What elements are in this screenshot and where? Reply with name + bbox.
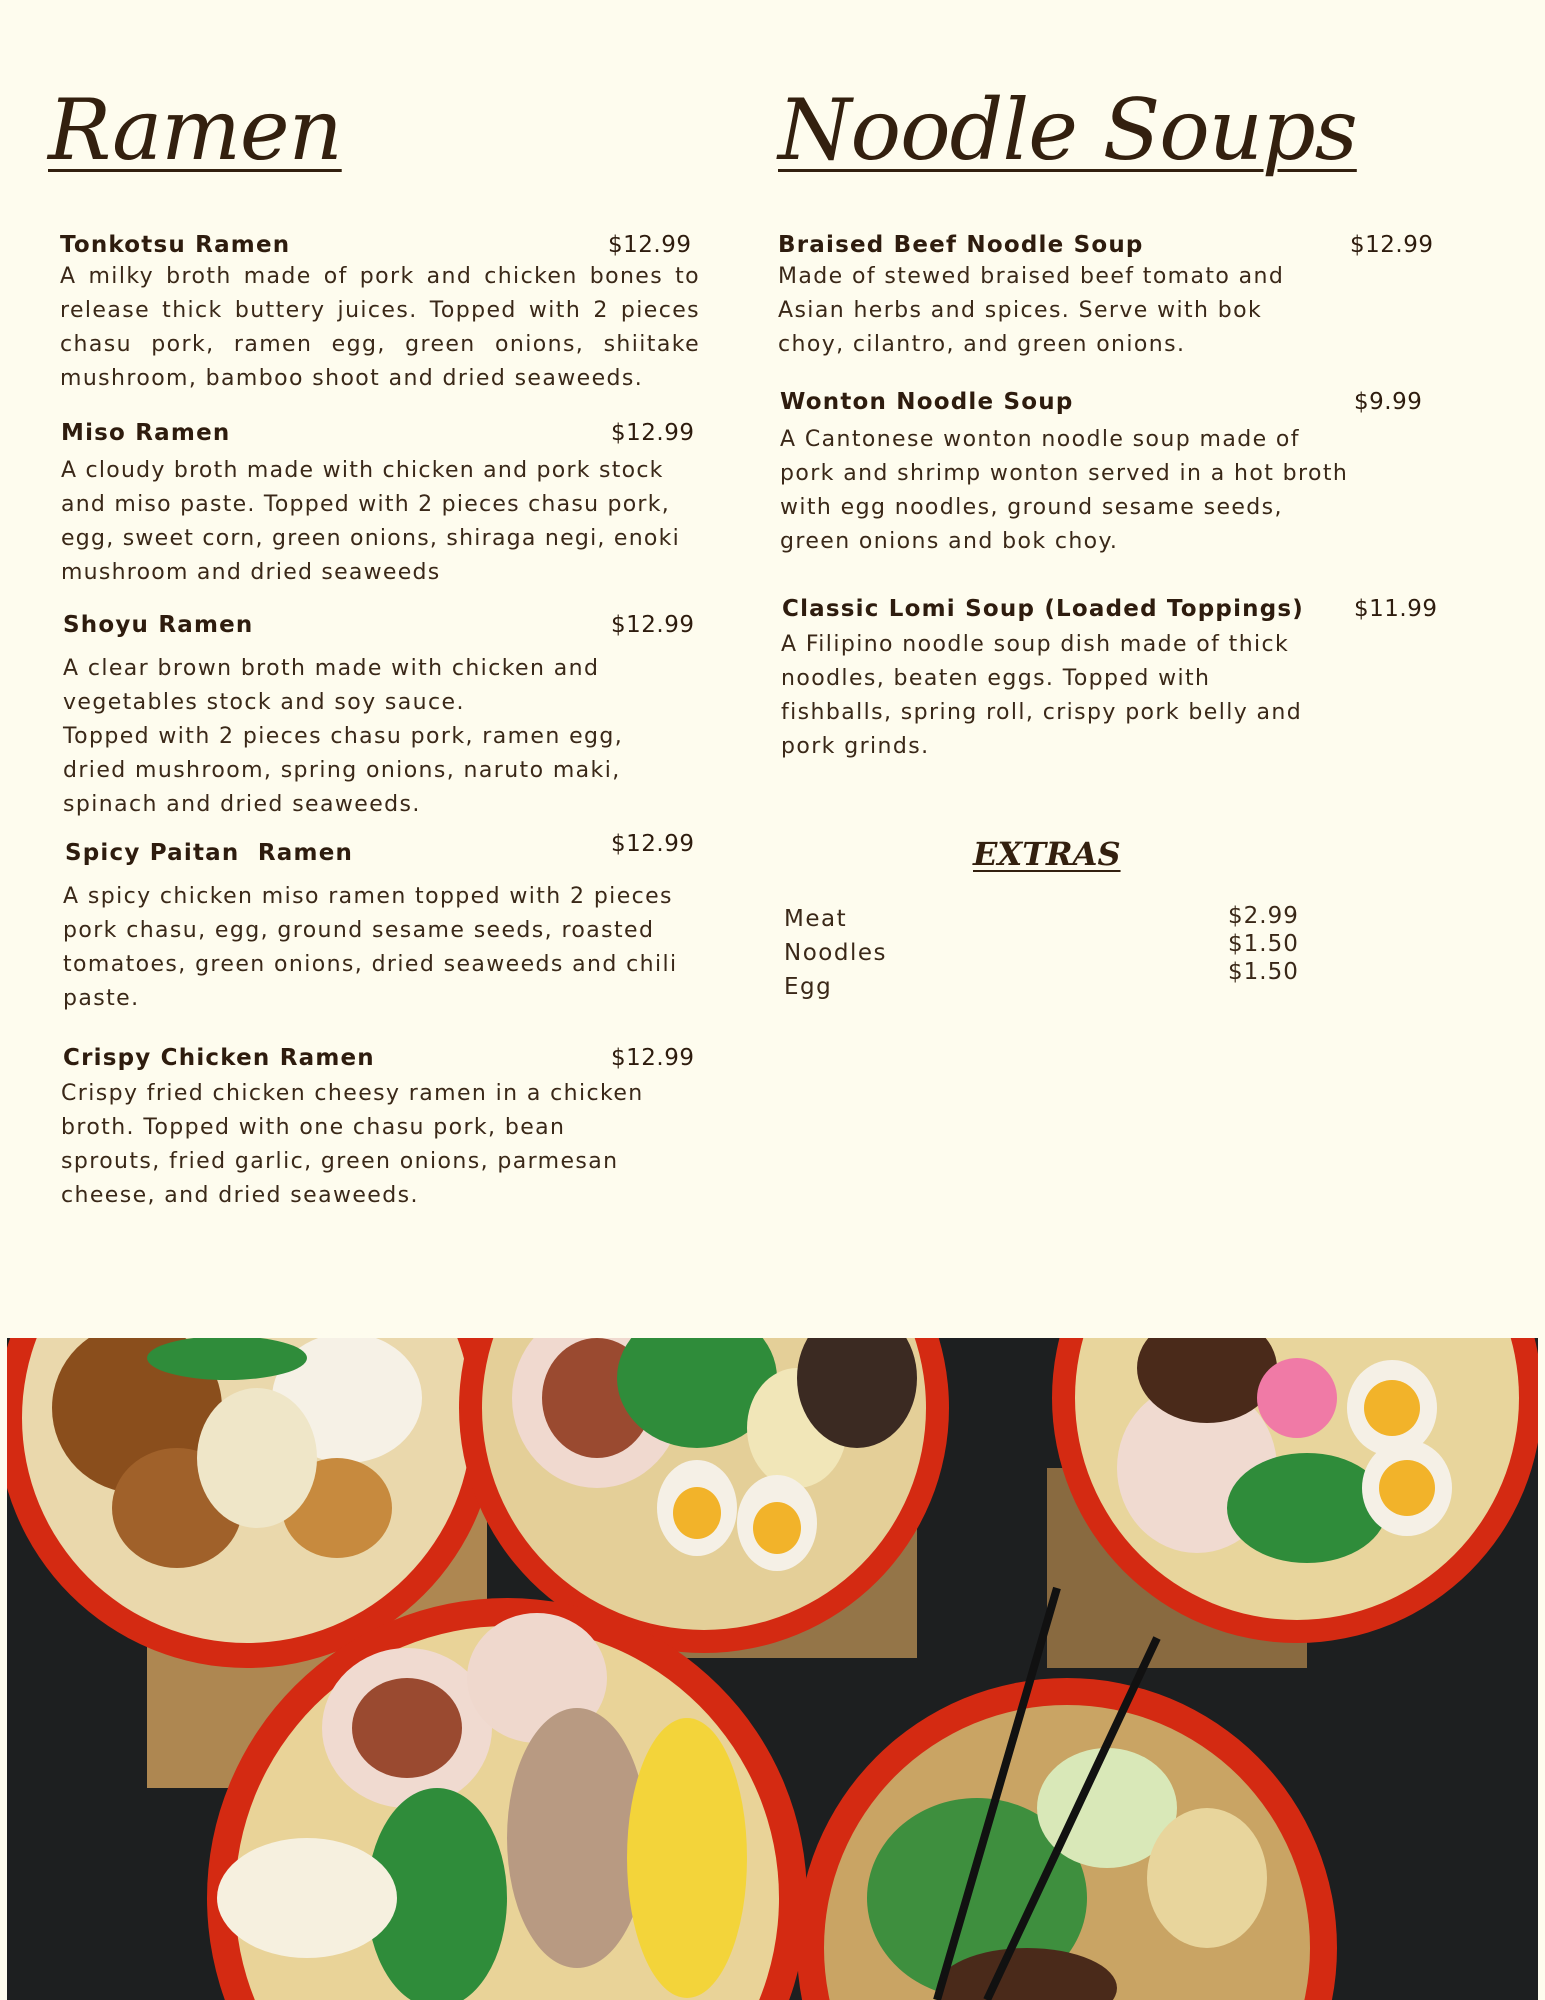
item-price: $12.99 <box>611 1045 695 1071</box>
item-description: Crispy fried chicken cheesy ramen in a chicken broth. Topped with one chasu pork, bean sprouts, fried garlic, green onions, parmesan cheese, and dried seaweeds. <box>61 1081 644 1208</box>
noodle-soups-heading: Noodle Soups <box>778 81 1357 179</box>
item-description: A Filipino noodle soup dish made of thick noodles, beaten eggs. Topped with fishballs, spring roll, crispy pork belly and pork grinds. <box>781 632 1303 759</box>
item-price: $12.99 <box>608 232 692 258</box>
item-description: A milky broth made of pork and chicken bones to release thick buttery juices. Topped with 2 pieces chasu pork, ramen egg, green onions, shiitake mushroom, bamboo shoot and dried seaweeds. <box>60 264 700 391</box>
item-name: Tonkotsu Ramen <box>60 232 291 258</box>
item-description <box>63 652 703 822</box>
item-price: $11.99 <box>1354 596 1438 622</box>
item-name: Classic Lomi Soup (Loaded Toppings) <box>782 596 1305 622</box>
item-name: Miso Ramen <box>61 420 231 446</box>
item-description: A Cantonese wonton noodle soup made of pork and shrimp wonton served in a hot broth with egg noodles, ground sesame seeds, green onions and bok choy. <box>780 427 1349 554</box>
item-name: Braised Beef Noodle Soup <box>778 232 1144 258</box>
extras-prices <box>1228 902 1299 986</box>
item-description: Made of stewed braised beef tomato and Asian herbs and spices. Serve with bok choy, cilantro, and green onions. <box>778 264 1285 357</box>
item-name: Wonton Noodle Soup <box>780 389 1074 415</box>
ramen-bowls-illustration <box>7 1338 1538 2000</box>
description-line: spinach and dried seaweeds. <box>63 792 421 817</box>
extras-names <box>784 902 887 1004</box>
item-description: A spicy chicken miso ramen topped with 2 pieces pork chasu, egg, ground sesame seeds, roasted tomatoes, green onions, dried seaweeds and chili paste. <box>63 884 678 1011</box>
item-description: A cloudy broth made with chicken and pork stock and miso paste. Topped with 2 pieces chasu pork, egg, sweet corn, green onions, shiraga negi, enoki mushroom and dried seaweeds <box>61 458 680 585</box>
extra-price: $1.50 <box>1228 931 1299 957</box>
description-line: Topped with 2 pieces chasu pork, ramen egg, <box>63 724 624 749</box>
item-name: Crispy Chicken Ramen <box>63 1045 375 1071</box>
extra-name: Noodles <box>784 940 887 966</box>
extra-name: Meat <box>784 906 848 932</box>
extra-price: $2.99 <box>1228 903 1299 929</box>
description-line: dried mushroom, spring onions, naruto maki, <box>63 758 621 783</box>
item-price: $12.99 <box>611 612 695 638</box>
description-line: vegetables stock and soy sauce. <box>63 690 465 715</box>
item-name: Spicy Paitan Ramen <box>65 840 354 866</box>
description-line: A clear brown broth made with chicken and <box>63 656 600 681</box>
item-price: $9.99 <box>1354 389 1423 415</box>
ramen-bowls-photo <box>7 1338 1538 2000</box>
ramen-heading: Ramen <box>48 81 342 179</box>
item-name: Shoyu Ramen <box>63 612 254 638</box>
extras-heading: EXTRAS <box>973 835 1121 873</box>
item-price: $12.99 <box>611 831 695 857</box>
extra-name: Egg <box>784 974 833 1000</box>
extra-price: $1.50 <box>1228 959 1299 985</box>
item-price: $12.99 <box>611 420 695 446</box>
item-price: $12.99 <box>1350 232 1434 258</box>
